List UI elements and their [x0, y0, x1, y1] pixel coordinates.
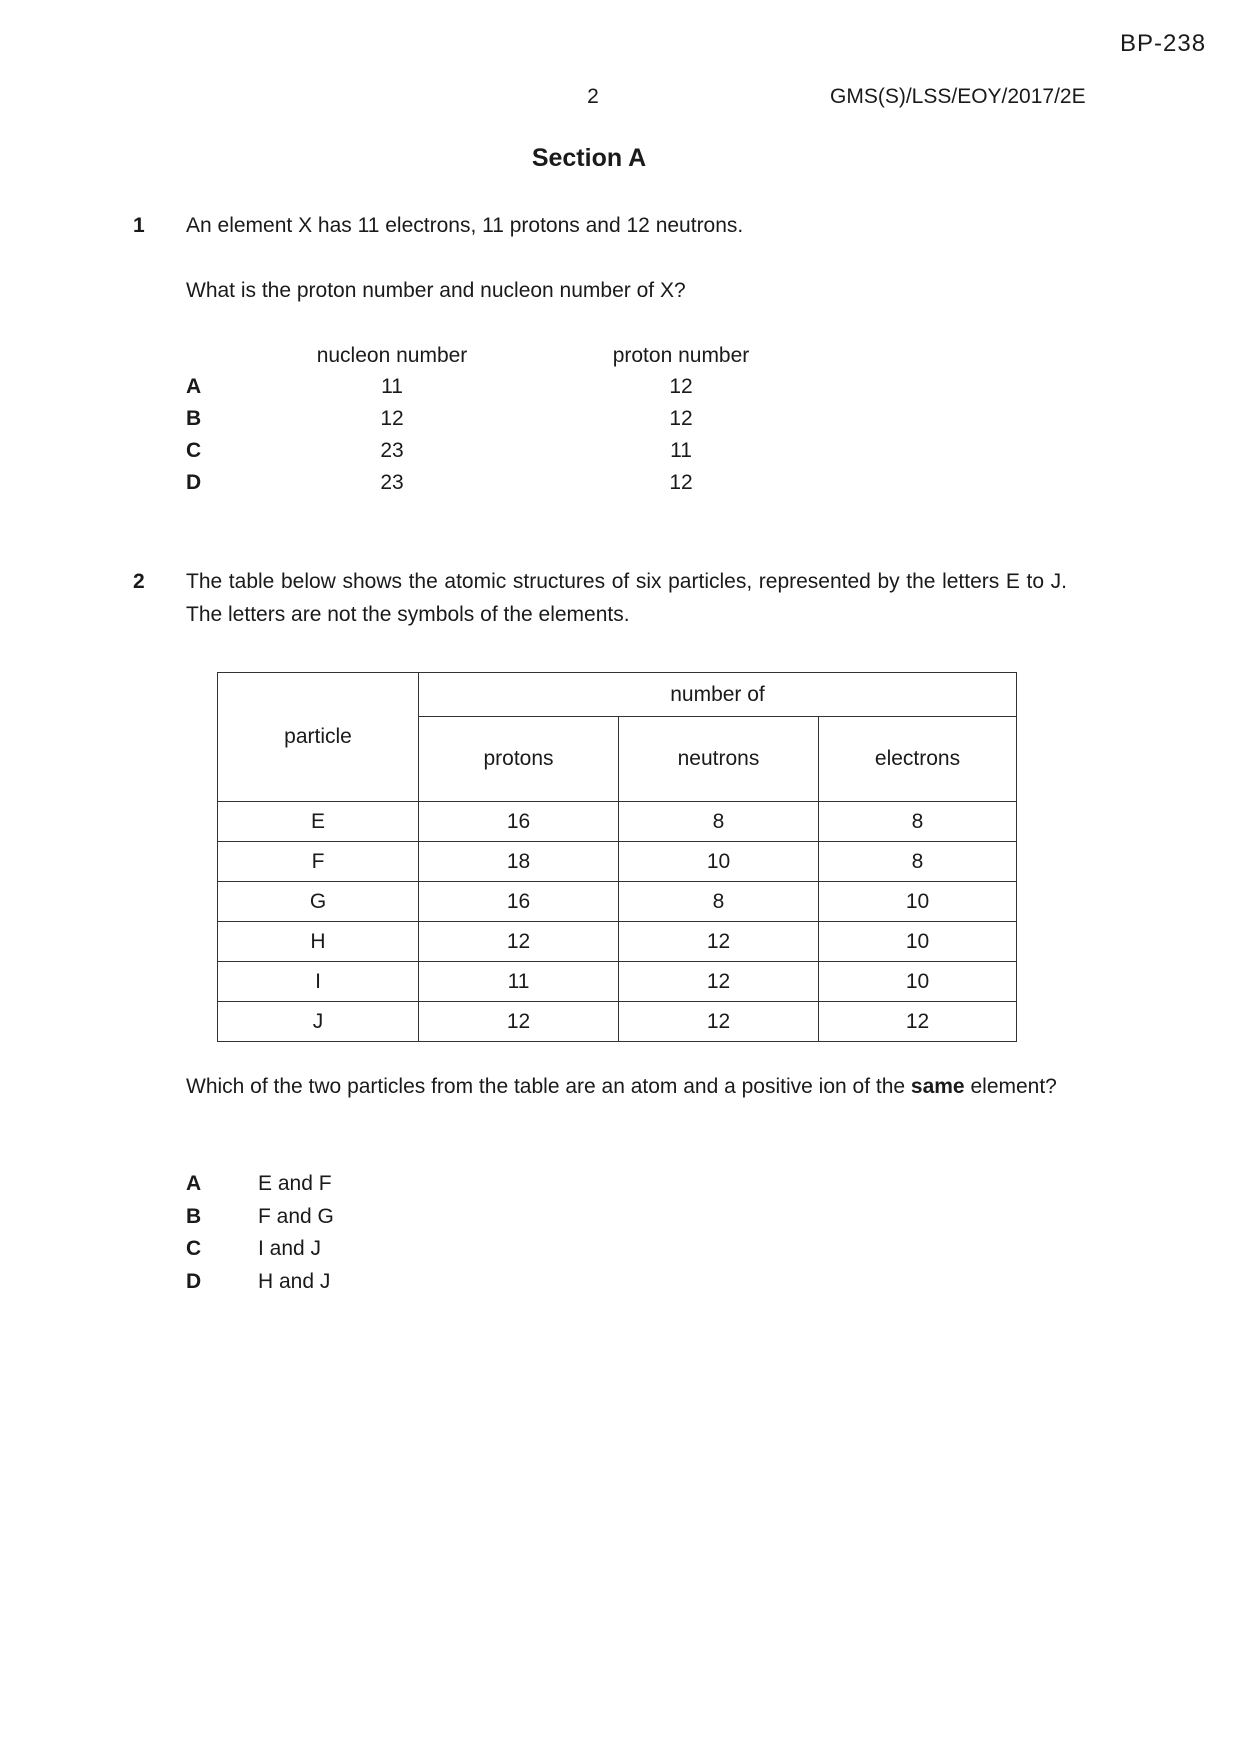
protons-header: protons — [419, 717, 619, 802]
section-title: Section A — [531, 144, 647, 172]
option-letter: B — [186, 407, 202, 430]
option-letter: C — [186, 1237, 202, 1260]
question-prompt — [186, 1070, 1067, 1103]
option-nucleon: 12 — [380, 407, 404, 430]
question-stem: The table below shows the atomic structures of six particles, represented by the letters E to J. The letters are not the symbols of the elements. — [186, 570, 1067, 626]
table-row — [218, 962, 1017, 1002]
option-letter: C — [186, 439, 202, 462]
table-cell: 8 — [619, 882, 819, 922]
table-cell: 10 — [819, 962, 1017, 1002]
question-stem: An element X has 11 electrons, 11 protons and 12 neutrons. — [186, 214, 744, 237]
option-text: E and F — [258, 1172, 332, 1195]
table-cell: 12 — [619, 962, 819, 1002]
option-letter: D — [186, 471, 202, 494]
table-cell: J — [218, 1002, 419, 1042]
prompt-text-end: element? — [970, 1075, 1057, 1098]
option-letter: A — [186, 1172, 202, 1195]
table-cell: 12 — [819, 1002, 1017, 1042]
table-cell: 10 — [819, 882, 1017, 922]
option-letter: D — [186, 1269, 202, 1293]
document-stamp: BP-238 — [1120, 30, 1207, 57]
option-text: H and J — [258, 1269, 331, 1293]
table-cell: 10 — [819, 922, 1017, 962]
option-nucleon: 23 — [380, 439, 404, 462]
table-cell: 18 — [419, 842, 619, 882]
prompt-emphasis: same — [910, 1075, 965, 1098]
table-cell: H — [218, 922, 419, 962]
question-prompt: What is the proton number and nucleon number of X? — [186, 279, 686, 302]
option-proton: 12 — [669, 375, 693, 398]
table-cell: 10 — [619, 842, 819, 882]
particle-header: particle — [218, 673, 419, 802]
group-header: number of — [419, 673, 1017, 717]
option-nucleon: 11 — [381, 375, 403, 398]
table-cell: 12 — [419, 1002, 619, 1042]
particle-table — [217, 672, 1017, 1042]
option-text: F and G — [258, 1204, 334, 1228]
column-header-nucleon: nucleon number — [316, 344, 468, 367]
table-cell: 8 — [819, 842, 1017, 882]
table-cell: 8 — [619, 802, 819, 842]
table-cell: F — [218, 842, 419, 882]
table-row — [218, 842, 1017, 882]
option-letter: B — [186, 1204, 202, 1228]
table-row — [218, 1002, 1017, 1042]
prompt-text: Which of the two particles from the table are an atom and a positive ion of the — [186, 1075, 906, 1098]
electrons-header: electrons — [819, 717, 1017, 802]
table-cell: G — [218, 882, 419, 922]
option-letter: A — [186, 375, 202, 398]
option-proton: 11 — [670, 439, 692, 462]
neutrons-header: neutrons — [619, 717, 819, 802]
table-row — [218, 922, 1017, 962]
table-cell: 16 — [419, 802, 619, 842]
table-cell: E — [218, 802, 419, 842]
table-cell: 12 — [619, 1002, 819, 1042]
column-header-proton: proton number — [612, 344, 750, 367]
table-cell: 12 — [619, 922, 819, 962]
table-row — [218, 882, 1017, 922]
paper-code: GMS(S)/LSS/EOY/2017/2E — [830, 85, 1086, 108]
question-number: 2 — [133, 570, 145, 593]
page-number: 2 — [587, 85, 599, 108]
table-cell: 8 — [819, 802, 1017, 842]
option-nucleon: 23 — [380, 471, 404, 494]
table-cell: 11 — [419, 962, 619, 1002]
table-cell: 16 — [419, 882, 619, 922]
table-cell: I — [218, 962, 419, 1002]
option-proton: 12 — [669, 407, 693, 430]
table-row — [218, 802, 1017, 842]
option-text: I and J — [258, 1237, 322, 1260]
table-cell: 12 — [419, 922, 619, 962]
option-proton: 12 — [669, 471, 693, 494]
question-number: 1 — [133, 214, 145, 237]
